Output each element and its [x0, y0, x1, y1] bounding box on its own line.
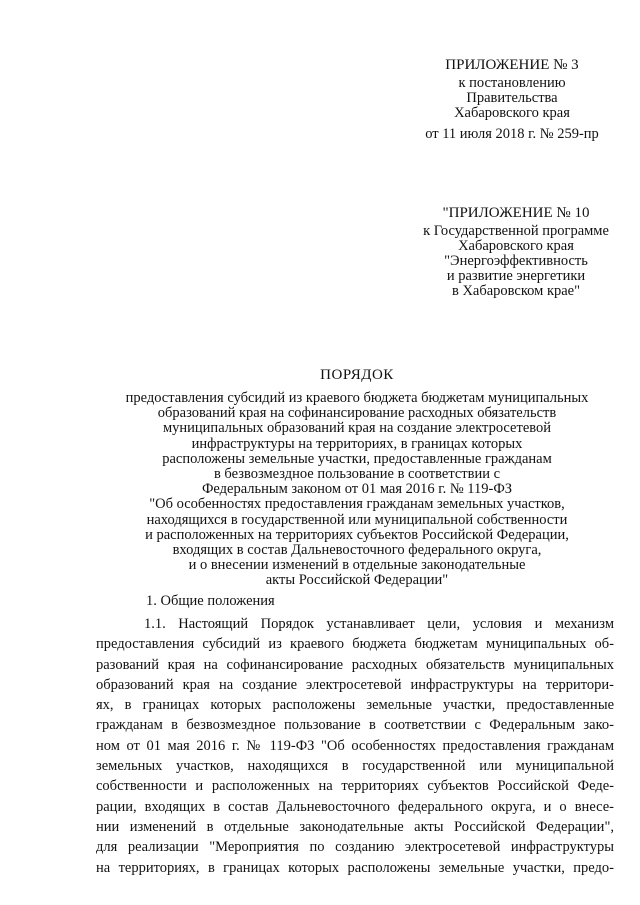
- subtitle-line: и расположенных на территориях субъектов Российской Федерации,: [145, 526, 569, 543]
- paragraph-line: земельных участков, находящихся в государственной или муниципальной: [96, 758, 614, 775]
- appendix-10-line: "Энергоэффективность: [444, 253, 588, 269]
- paragraph-line: для реализации "Мероприятия по созданию электросетевой инфраструктуры: [96, 839, 614, 856]
- appendix-10-title: "ПРИЛОЖЕНИЕ № 10: [442, 205, 590, 221]
- paragraph-line: ном от 01 мая 2016 г. № 119-ФЗ "Об особенностях предоставления гражданам: [96, 737, 614, 754]
- subtitle-line: муниципальных образований края на создание электросетевой: [162, 420, 552, 437]
- paragraph-line: 1.1. Настоящий Порядок устанавливает цели, условия и механизм: [144, 616, 614, 632]
- subtitle-line: образований края на софинансирование расходных обязательств: [157, 405, 557, 422]
- subtitle-line: инфраструктуры на территориях, в границах которых: [191, 435, 523, 452]
- subtitle-line: акты Российской Федерации": [265, 572, 449, 589]
- paragraph-line: нии изменений в отдельные законодательные акты Российской Федерации",: [96, 818, 614, 835]
- subtitle-line: и о внесении изменений в отдельные законодательные: [188, 557, 526, 574]
- appendix-3-date: от 11 июля 2018 г. № 259-пр: [425, 126, 599, 142]
- subtitle-line: расположены земельные участки, предоставленные гражданам: [162, 450, 552, 467]
- paragraph-line: предоставления субсидий из краевого бюджета бюджетам муниципальных об-: [96, 636, 614, 653]
- subtitle-line: предоставления субсидий из краевого бюджета бюджетам муниципальных: [125, 390, 589, 406]
- subtitle-line: "Об особенностях предоставления гражданам земельных участков,: [149, 496, 565, 513]
- appendix-10-block: [398, 204, 634, 299]
- paragraph-line: ях, в границах которых расположены земельные участки, предоставленные: [96, 697, 614, 714]
- paragraph-line: образований края на создание электросетевой инфраструктуры на территори-: [96, 676, 614, 693]
- appendix-10-line: Хабаровского края: [458, 238, 574, 254]
- subtitle-line: входящих в состав Дальневосточного федерального округа,: [172, 542, 542, 559]
- appendix-3-block: [400, 56, 624, 142]
- section-paragraph: [96, 614, 614, 878]
- appendix-10-line: к Государственной программе: [423, 223, 609, 239]
- paragraph-line: на территориях, в границах которых расположены земельные участки, предо-: [96, 859, 614, 876]
- subtitle-line: в безвозмездное пользование в соответствии с: [213, 466, 501, 483]
- appendix-3-line: Правительства: [466, 90, 558, 106]
- section-heading: 1. Общие положения: [146, 593, 275, 609]
- appendix-10-line: и развитие энергетики: [446, 268, 586, 284]
- paragraph-line: рации, входящих в состав Дальневосточного федерального округа, и о внесе-: [96, 798, 614, 815]
- order-title: ПОРЯДОК: [320, 367, 394, 383]
- paragraph-line: собственности и расположенных на территориях субъектов Российской Феде-: [96, 778, 614, 795]
- appendix-3-line: Хабаровского края: [454, 105, 570, 121]
- subtitle-line: Федеральным законом от 01 мая 2016 г. № 119-ФЗ: [201, 481, 513, 498]
- order-subtitle: [100, 391, 614, 589]
- subtitle-line: находящихся в государственной или муниципальной собственности: [146, 511, 568, 528]
- appendix-3-title: ПРИЛОЖЕНИЕ № 3: [445, 57, 579, 73]
- paragraph-line: гражданам в безвозмездное пользование в соответствии с Федеральным зако-: [96, 717, 614, 734]
- paragraph-line: разований края на софинансирование расходных обязательств муниципальных: [96, 656, 614, 673]
- appendix-10-line: в Хабаровском крае": [451, 283, 581, 299]
- appendix-3-line: к постановлению: [458, 75, 566, 91]
